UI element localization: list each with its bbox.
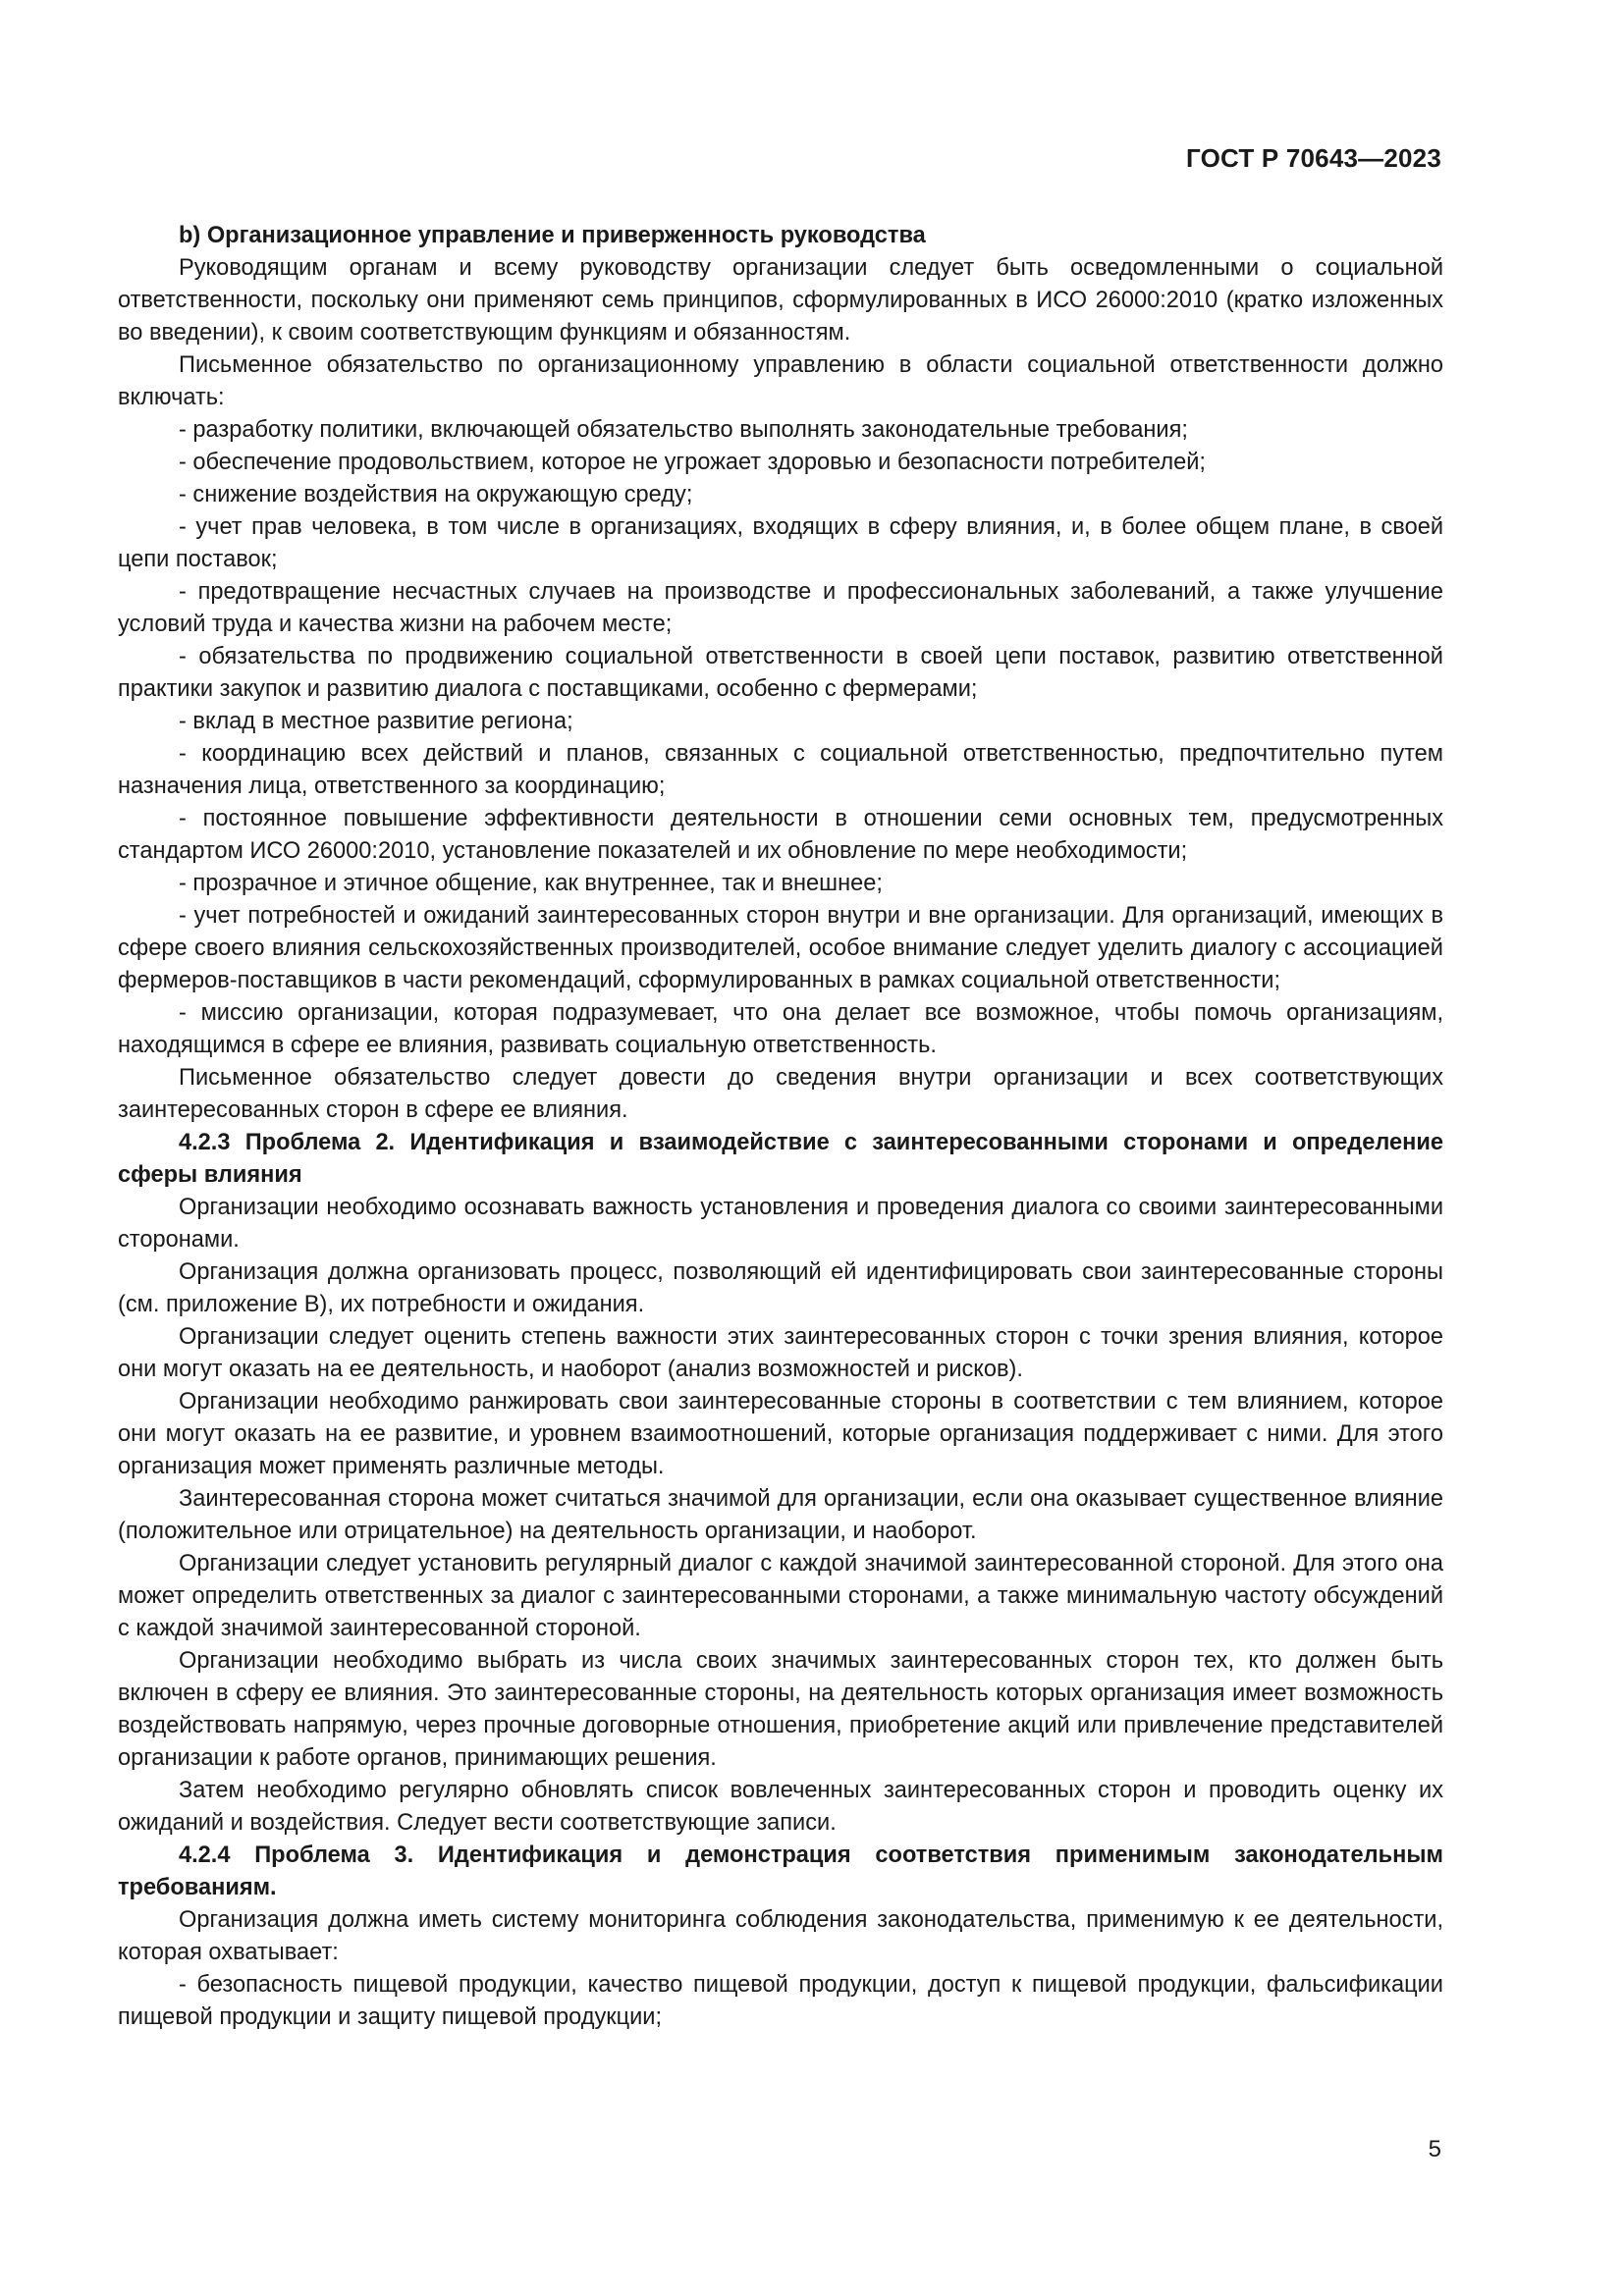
paragraph: Организации следует оценить степень важности этих заинтересованных сторон с точки зрения влияния, которое они могут оказать на ее деятельность, и наоборот (анализ возможностей и рисков).	[118, 1324, 1443, 1382]
list-item: - снижение воздействия на окружающую среду;	[179, 482, 693, 507]
list-item: - обеспечение продовольствием, которое не угрожает здоровью и безопасности потребителей;	[179, 450, 1206, 475]
list-item: - обязательства по продвижению социальной ответственности в своей цепи поставок, развитию ответственной практики закупок и развитию диалога с поставщиками, особенно с фермерами;	[118, 644, 1443, 702]
paragraph: Организации необходимо ранжировать свои заинтересованные стороны в соответствии с тем влиянием, которое они могут оказать на ее развитие, и уровнем взаимоотношений, которые организация поддерживает с ними. Для этого организация может применять различные методы.	[118, 1389, 1443, 1479]
list-item: - координацию всех действий и планов, связанных с социальной ответственностью, предпочтительно путем назначения лица, ответственного за координацию;	[118, 741, 1443, 799]
paragraph: Затем необходимо регулярно обновлять список вовлеченных заинтересованных сторон и проводить оценку их ожиданий и воздействия. Следует вести соответствующие записи.	[118, 1778, 1443, 1836]
list-item: - вклад в местное развитие региона;	[179, 709, 573, 734]
section-heading: 4.2.4 Проблема 3. Идентификация и демонстрация соответствия применимым законодательным требованиям.	[118, 1842, 1443, 1900]
list-item: - безопасность пищевой продукции, качество пищевой продукции, доступ к пищевой продукции, фальсификации пищевой продукции и защиту пищевой продукции;	[118, 1972, 1443, 2030]
paragraph: Письменное обязательство следует довести до сведения внутри организации и всех соответствующих заинтересованных сторон в сфере ее влияния.	[118, 1065, 1443, 1123]
list-item: - постоянное повышение эффективности деятельности в отношении семи основных тем, предусмотренных стандартом ИСО 26000:2010, установление показателей и их обновление по мере необходимости;	[118, 806, 1443, 864]
document-header: ГОСТ Р 70643—2023	[1186, 143, 1441, 173]
list-item: - миссию организации, которая подразумевает, что она делает все возможное, чтобы помочь организациям, находящимся в сфере ее влияния, развивать социальную ответственность.	[118, 1000, 1443, 1058]
section-heading: b) Организационное управление и приверженность руководства	[179, 223, 926, 248]
paragraph: Организация должна организовать процесс, позволяющий ей идентифицировать свои заинтересованные стороны (см. приложение В), их потребности и ожидания.	[118, 1259, 1443, 1317]
page-number: 5	[1428, 2136, 1441, 2163]
paragraph: Организации необходимо осознавать важность установления и проведения диалога со своими заинтересованными сторонами.	[118, 1195, 1443, 1253]
paragraph: Руководящим органам и всему руководству организации следует быть осведомленными о социальной ответственности, поскольку они применяют семь принципов, сформулированных в ИСО 26000:2010 (кратко изложенных во введении), к своим соответствующим функциям и обязанностям.	[118, 255, 1443, 346]
list-item: - учет прав человека, в том числе в организациях, входящих в сферу влияния, и, в более общем плане, в своей цепи поставок;	[118, 514, 1443, 572]
paragraph: Организации следует установить регулярный диалог с каждой значимой заинтересованной стороной. Для этого она может определить ответственных за диалог с заинтересованными сторонами, а также минимальную частоту обсуждений с каждой значимой заинтересованной стороной.	[118, 1551, 1443, 1641]
paragraph: Организации необходимо выбрать из числа своих значимых заинтересованных сторон тех, кто должен быть включен в сферу ее влияния. Это заинтересованные стороны, на деятельность которых организация имеет возможность воздействовать напрямую, через прочные договорные отношения, приобретение акций или привлечение представителей организации к работе органов, принимающих решения.	[118, 1648, 1443, 1771]
list-item: - учет потребностей и ожиданий заинтересованных сторон внутри и вне организации. Для организаций, имеющих в сфере своего влияния сельскохозяйственных производителей, особое внимание следует уделить диалогу с ассоциацией фермеров-поставщиков в части рекомендаций, сформулированных в рамках социальной ответственности;	[118, 903, 1443, 993]
list-item: - прозрачное и этичное общение, как внутреннее, так и внешнее;	[179, 871, 883, 896]
paragraph: Письменное обязательство по организационному управлению в области социальной ответственности должно включать:	[118, 352, 1443, 410]
section-heading: 4.2.3 Проблема 2. Идентификация и взаимодействие с заинтересованными сторонами и определение сферы влияния	[118, 1130, 1443, 1188]
document-body	[118, 220, 1443, 2034]
list-item: - разработку политики, включающей обязательство выполнять законодательные требования;	[179, 417, 1188, 443]
list-item: - предотвращение несчастных случаев на производстве и профессиональных заболеваний, а также улучшение условий труда и качества жизни на рабочем месте;	[118, 579, 1443, 637]
paragraph: Заинтересованная сторона может считаться значимой для организации, если она оказывает существенное влияние (положительное или отрицательное) на деятельность организации, и наоборот.	[118, 1486, 1443, 1544]
paragraph: Организация должна иметь систему мониторинга соблюдения законодательства, применимую к ее деятельности, которая охватывает:	[118, 1907, 1443, 1965]
